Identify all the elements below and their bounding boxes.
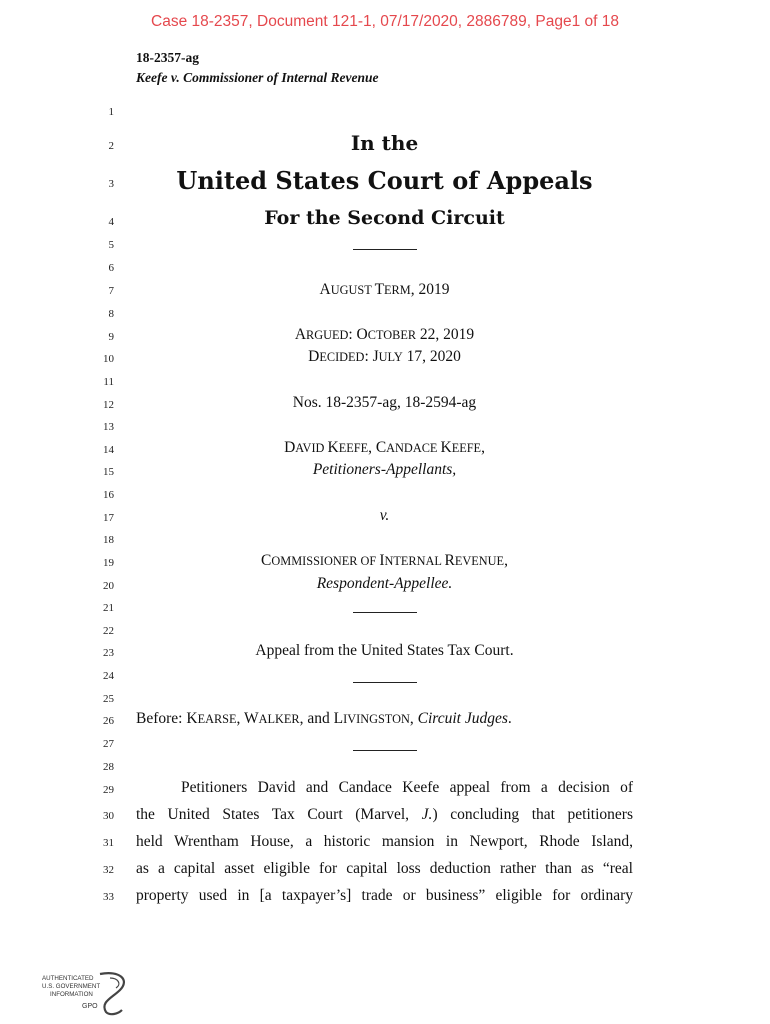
court-circuit: For the Second Circuit <box>264 207 505 229</box>
court-name: United States Court of Appeals <box>176 166 593 195</box>
line-number: 5 <box>108 239 114 251</box>
argued-date: ARGUED: OCTOBER 22, 2019 <box>294 326 475 343</box>
petitioners-role: Petitioners-Appellants, <box>312 461 457 478</box>
line-number: 14 <box>103 444 114 456</box>
appeal-from: Appeal from the United States Tax Court. <box>255 642 514 659</box>
body-line: as a capital asset eligible for capital loss deduction rather than as “real <box>136 860 633 877</box>
line-number: 30 <box>103 810 114 822</box>
line-number: 12 <box>103 399 114 411</box>
line-number: 13 <box>103 421 114 433</box>
divider-rule <box>353 682 417 683</box>
petitioners-names: DAVID KEEFE, CANDACE KEEFE, <box>284 439 485 456</box>
body-line: Petitioners David and Candace Keefe appeal from a decision of <box>181 779 633 796</box>
term-line: AUGUST TERM, 2019 <box>319 281 450 298</box>
line-number: 6 <box>108 262 114 274</box>
line-number: 20 <box>103 580 114 592</box>
line-number: 11 <box>103 376 114 388</box>
line-number: 10 <box>103 353 114 365</box>
line-number: 24 <box>103 670 114 682</box>
gpo-authenticated-logo <box>40 968 132 1018</box>
respondent-name: COMMISSIONER OF INTERNAL REVENUE, <box>261 552 508 569</box>
line-number: 22 <box>103 625 114 637</box>
case-number: 18-2357-ag <box>136 50 199 65</box>
line-number: 1 <box>108 106 114 118</box>
court-in-the: In the <box>350 131 419 155</box>
logo-text: U.S. GOVERNMENT <box>42 983 101 990</box>
line-number: 17 <box>103 512 114 524</box>
logo-text: AUTHENTICATED <box>42 975 94 982</box>
line-number: 2 <box>108 140 114 152</box>
case-caption: Keefe v. Commissioner of Internal Revenue <box>136 70 379 85</box>
line-number: 27 <box>103 738 114 750</box>
line-number: 25 <box>103 693 114 705</box>
line-number: 31 <box>103 837 114 849</box>
line-number: 7 <box>108 285 114 297</box>
panel-judges: Before: KEARSE, WALKER, and LIVINGSTON, Circuit Judges. <box>136 710 512 727</box>
divider-rule <box>353 249 417 250</box>
line-number: 8 <box>108 308 114 320</box>
respondent-role: Respondent-Appellee. <box>316 575 453 592</box>
line-number: 32 <box>103 864 114 876</box>
case-stamp-header: Case 18-2357, Document 121-1, 07/17/2020, 2886789, Page1 of 18 <box>151 13 619 30</box>
body-line: property used in [a taxpayer’s] trade or business” eligible for ordinary <box>136 887 633 904</box>
line-number: 18 <box>103 534 114 546</box>
divider-rule <box>353 750 417 751</box>
line-number: 28 <box>103 761 114 773</box>
gpo-eagle-swoosh-icon <box>100 973 124 1014</box>
line-number: 4 <box>108 216 114 228</box>
docket-numbers: Nos. 18-2357-ag, 18-2594-ag <box>292 394 477 411</box>
line-number: 29 <box>103 784 114 796</box>
body-line: held Wrentham House, a historic mansion in Newport, Rhode Island, <box>136 833 633 850</box>
line-number: 19 <box>103 557 114 569</box>
line-number: 26 <box>103 715 114 727</box>
logo-text: INFORMATION <box>50 991 93 998</box>
line-number: 9 <box>108 331 114 343</box>
body-line: the United States Tax Court (Marvel, J.) concluding that petitioners <box>136 806 633 823</box>
line-number: 16 <box>103 489 114 501</box>
line-number: 3 <box>108 178 114 190</box>
versus: v. <box>379 507 390 524</box>
line-number: 23 <box>103 647 114 659</box>
line-number: 15 <box>103 466 114 478</box>
line-number: 33 <box>103 891 114 903</box>
logo-text: GPO <box>82 1003 98 1010</box>
divider-rule <box>353 612 417 613</box>
line-number: 21 <box>103 602 114 614</box>
decided-date: DECIDED: JULY 17, 2020 <box>308 348 461 365</box>
